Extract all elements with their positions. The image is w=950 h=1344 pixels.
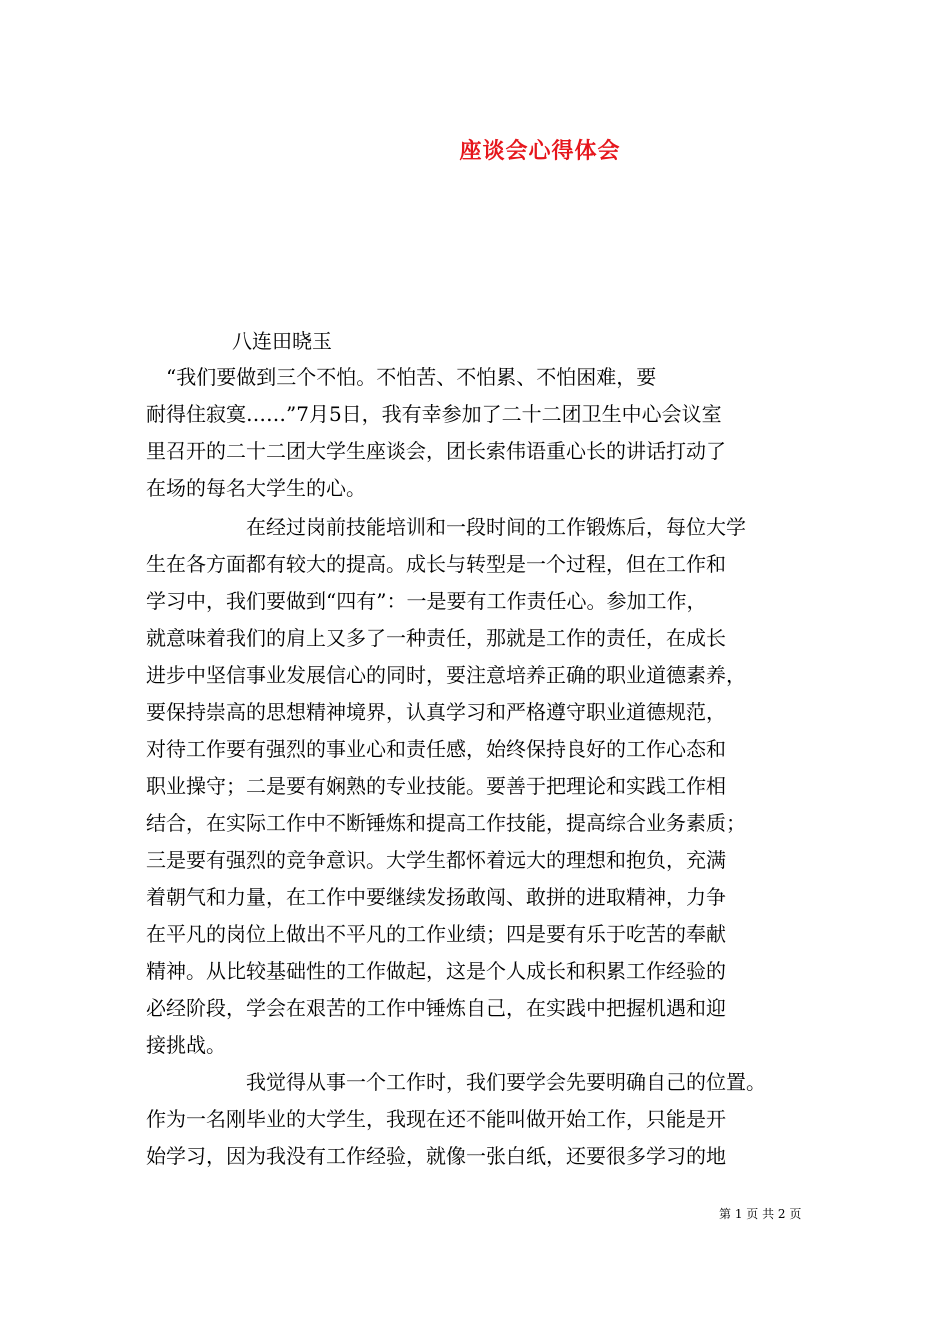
paragraph-line: 进步中坚信事业发展信心的同时，要注意培养正确的职业道德素养， [146, 663, 746, 687]
paragraph-line: 在经过岗前技能培训和一段时间的工作锻炼后，每位大学 [146, 515, 746, 539]
paragraph-line: 职业操守；二是要有娴熟的专业技能。要善于把理论和实践工作相 [146, 774, 726, 798]
paragraph-line: 我觉得从事一个工作时，我们要学会先要明确自己的位置。 [146, 1070, 766, 1094]
paragraph-line: 三是要有强烈的竞争意识。大学生都怀着远大的理想和抱负，充满 [146, 848, 726, 872]
document-title: 座谈会心得体会 [459, 138, 621, 164]
paragraph-line: 耐得住寂寞……”7月5日，我有幸参加了二十二团卫生中心会议室 [146, 402, 722, 426]
paragraph-2 [146, 509, 816, 1064]
paragraph-line: 精神。从比较基础性的工作做起，这是个人成长和积累工作经验的 [146, 959, 726, 983]
paragraph-3 [146, 1064, 816, 1175]
paragraph-line: 接挑战。 [146, 1033, 226, 1057]
paragraph-line: 始学习，因为我没有工作经验，就像一张白纸，还要很多学习的地 [146, 1144, 726, 1168]
paragraph-line: 在场的每名大学生的心。 [146, 476, 366, 500]
paragraph-line: 必经阶段，学会在艰苦的工作中锤炼自己，在实践中把握机遇和迎 [146, 996, 726, 1020]
paragraph-line: 要保持崇高的思想精神境界，认真学习和严格遵守职业道德规范， [146, 700, 726, 724]
paragraph-line: 着朝气和力量，在工作中要继续发扬敢闯、敢拼的进取精神，力争 [146, 885, 726, 909]
paragraph-line: 学习中，我们要做到“四有”：一是要有工作责任心。参加工作， [146, 589, 707, 613]
paragraph-line: 在平凡的岗位上做出不平凡的工作业绩；四是要有乐于吃苦的奉献 [146, 922, 726, 946]
paragraph-line: “我们要做到三个不怕。不怕苦、不怕累、不怕困难，要 [146, 365, 657, 389]
paragraph-1 [146, 359, 816, 507]
paragraph-line: 里召开的二十二团大学生座谈会，团长索伟语重心长的讲话打动了 [146, 439, 726, 463]
paragraph-line: 对待工作要有强烈的事业心和责任感，始终保持良好的工作心态和 [146, 737, 726, 761]
page-footer: 第 1 页 共 2 页 [719, 1207, 802, 1221]
paragraph-line: 结合，在实际工作中不断锤炼和提高工作技能，提高综合业务素质； [146, 811, 746, 835]
paragraph-line: 就意味着我们的肩上又多了一种责任，那就是工作的责任，在成长 [146, 626, 726, 650]
paragraph-line: 生在各方面都有较大的提高。成长与转型是一个过程，但在工作和 [146, 552, 726, 576]
author-line: 八连田晓玉 [232, 329, 332, 353]
paragraph-line: 作为一名刚毕业的大学生，我现在还不能叫做开始工作，只能是开 [146, 1107, 726, 1131]
